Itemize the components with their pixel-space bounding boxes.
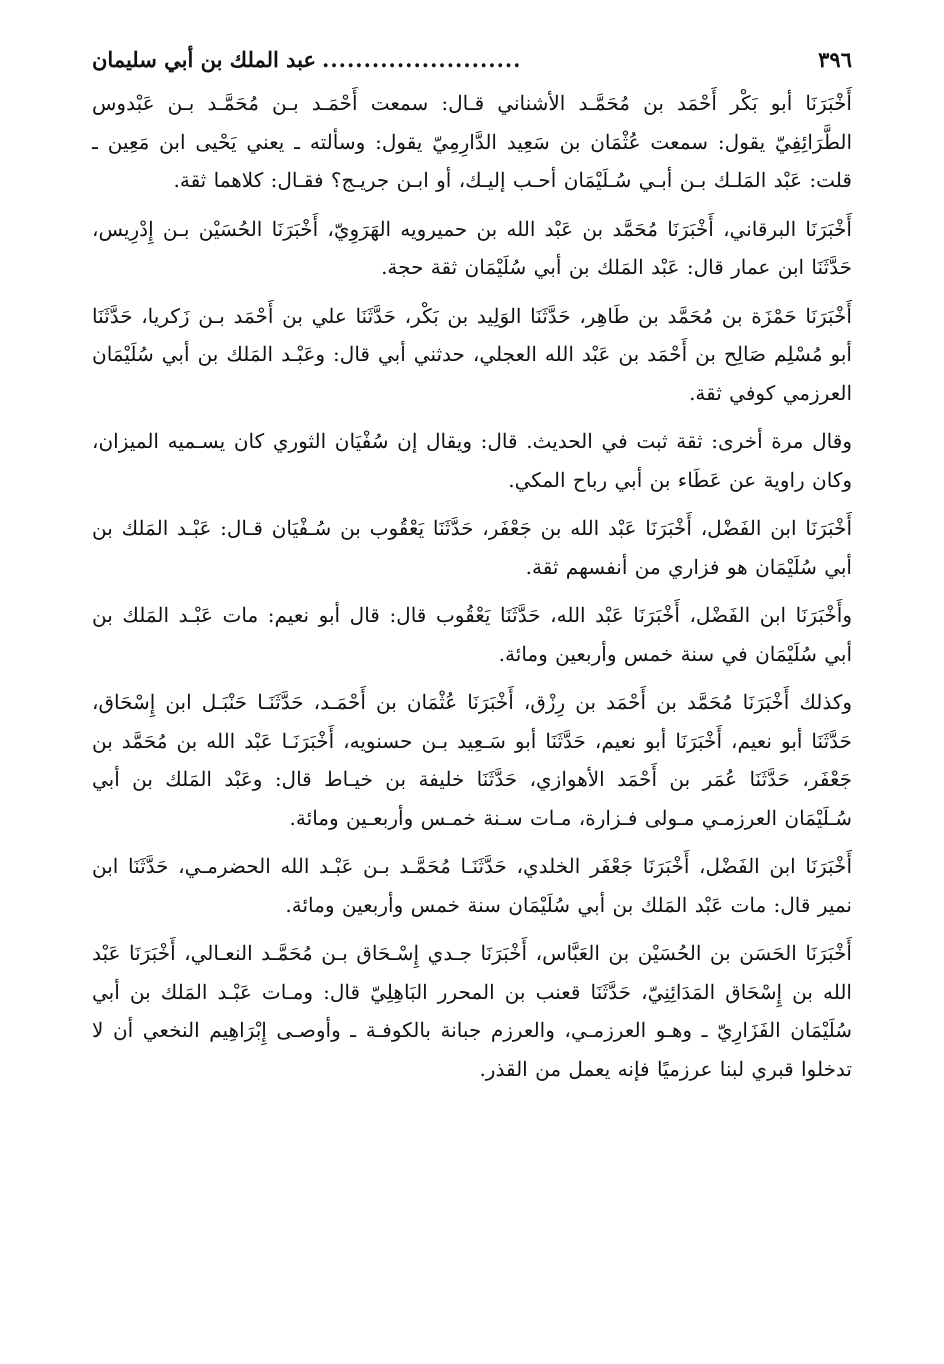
book-page [92,40,852,1340]
paragraph-3: أَخْبَرَنَا حَمْزَة بن مُحَمَّد بن طَاهِر، حَدَّثَنَا الوَلِيد بن بَكْر، حَدَّثَنَا علي بن أَحْمَد بـن زَكريا، حَدَّثَنَا أبو مُسْلِم صَالِح بن أَحْمَد بن عَبْد الله العجلي، حدثني أبي قال: وعَبْـد المَلك بن أبي سُلَيْمَان العرزمي كوفي ثقة. [92,303,852,405]
paragraph-2: أَخْبَرَنَا البرقاني، أَخْبَرَنَا مُحَمَّد بن عَبْد الله بن حميرويه الهَرَوِيّ، أَخْبَرَنَا الحُسَيْن بـن إِدْرِيس، حَدَّثَنَا ابن عمار قال: عَبْد المَلك بن أبي سُلَيْمَان ثقة حجة. [92,216,852,279]
paragraph-7: وكذلك أَخْبَرَنَا مُحَمَّد بن أَحْمَد بن رِزْق، أَخْبَرَنَا عُثْمَان بن أَحْمَـد، حَدَّثَنَـا حَنْبَـل ابن إِسْحَاق، حَدَّثَنَا أبو نعيم، أَخْبَرَنَا أبو نعيم، حَدَّثَنَا أبو سَـعِيد بـن حسنويه، أَخْبَرَنَـا عَبْد الله بن مُحَمَّد بن جَعْفَر، حَدَّثَنَا عُمَر بن أَحْمَد الأهوازي، حَدَّثَنَا خليفة بن خيـاط قال: وعَبْد المَلك بن أبي سُـلَيْمَان العرزمـي مـولى فـزارة، مـات سـنة خمـس وأربعـين ومائة. [92,690,852,830]
paragraph-8: أَخْبَرَنَا ابن الفَضْل، أَخْبَرَنَا جَعْفَر الخلدي، حَدَّثَنَـا مُحَمَّـد بـن عَبْـد الله الحضرمـي، حَدَّثَنَا ابن نمير قال: مات عَبْد المَلك بن أبي سُلَيْمَان سنة خمس وأربعين ومائة. [92,854,852,917]
running-title: عبد الملك بن أبي سليمان [92,47,317,72]
paragraph-5: أَخْبَرَنَا ابن الفَضْل، أَخْبَرَنَا عَبْد الله بن جَعْفَر، حَدَّثَنَا يَعْقُوب بن سُـفْيَان قـال: عَبْـد المَلك بن أبي سُلَيْمَان هو فزاري من أنفسهم ثقة. [92,516,852,579]
running-head-title-group [92,40,522,80]
paragraph-1: أَخْبَرَنَا أبو بَكْر أَحْمَد بن مُحَمَّـد الأشناني قـال: سمعت أَحْمَـد بـن مُحَمَّـد بـن عَبْدوس الطَّرَائِفِيّ يقول: سمعت عُثْمَان بن سَعِيد الدَّارِمِيّ يقول: وسألته ـ يعني يَحْيى ابن مَعِين ـ قلت: عَبْد المَلـك بـن أبـي سُـلَيْمَان أحـب إليـك، أو ابـن جريـج؟ فقـال: كلاهما ثقة. [92,91,852,192]
page-number: ٣٩٦ [818,47,852,72]
running-head [92,40,852,80]
body-text [92,84,852,1088]
paragraph-4: وقال مرة أخرى: ثقة ثبت في الحديث. قال: ويقال إن سُفْيَان الثوري كان يسـميه الميزان، وكان راوية عن عَطَاء بن أبي رباح المكي. [92,429,852,492]
paragraph-6: وأَخْبَرَنَا ابن الفَضْل، أَخْبَرَنَا عَبْد الله، حَدَّثَنَا يَعْقُوب قال: قال أبو نعيم: مات عَبْـد المَلك بن أبي سُلَيْمَان في سنة خمس وأربعين ومائة. [92,603,852,666]
paragraph-9: أَخْبَرَنَا الحَسَن بن الحُسَيْن بن العَبَّاس، أَخْبَرَنَا جـدي إِسْـحَاق بـن مُحَمَّـد النعـالي، أَخْبَرَنَا عَبْد الله بن إِسْحَاق المَدَائِنِيّ، حَدَّثَنَا قعنب بن المحرر البَاهِلِيّ قال: ومـات عَبْـد المَلك بن أبي سُلَيْمَان الفَزَارِيّ ـ وهـو العرزمـي، والعرزم جبانة بالكوفـة ـ وأوصـى إِبْرَاهِيم النخعي أن لا تدخلوا قبري لبنا عرزميًا فإنه يعمل من القذر. [92,941,852,1081]
leader-dots: ........................ [322,47,522,72]
